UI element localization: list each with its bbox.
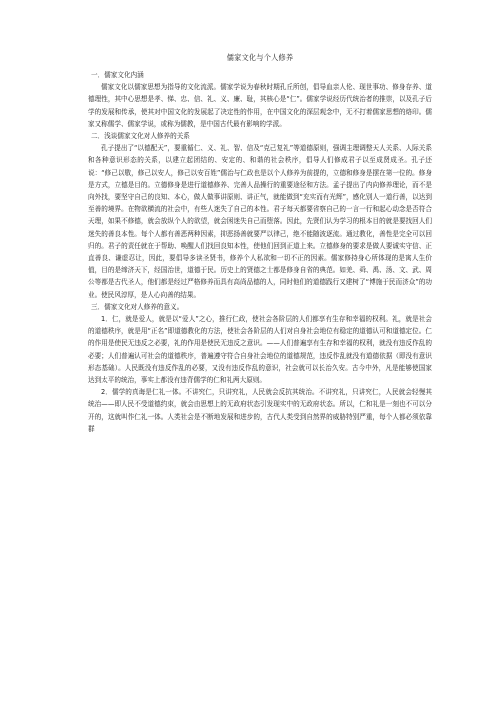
paragraph-4: 2．儒学的真诲是仁礼一体。不讲究仁，只讲究礼，人民就会反抗其统治。不讲究礼，只讲究仁，人民就会轻慢其统治——即人民不受道德约束，就会由思想上的无政府状态引发现实中的无政府状态。所以，仁和礼是一刻也不可以分开的，这就叫作仁礼一体。人类社会是不断地发展和进步的，古代人类受到自然界的威胁特别严重，每个人都必须依靠群 xyxy=(88,388,432,433)
section-heading-3: 三．儒家文化对人修养的意义。 xyxy=(91,302,184,311)
section-heading-2: 二．浅谈儒家文化对人修养的关系 xyxy=(91,132,190,141)
paragraph-3: 1．仁，就是爱人，就是以“爱人”之心，推行仁政，使社会各阶层的人们都享有生存和幸福的权利。礼，就是社会的道德秩序，就是用“正名”即道德教化的方法，使社会各阶层的人们对自身社会地位有稳定的道德认可和道德定位。仁的作用是使民无违反之必要，礼的作用是使民无违反之意识。——人们普遍享有生存和幸福的权利，就没有违反作乱的必要；人们普遍认可社会的道德秩序，普遍遵守符合自身社会地位的道德规范，违反作乱就没有道德依据（即没有意识形态基础）。人民既没有违反作乱的必要，又没有违反作乱的意识，社会就可以长治久安。古今中外，凡是能够使国家达到太平的统治，事实上都没有违背儒学的仁和礼两大原则。 xyxy=(88,315,432,385)
paragraph-2: 孔子提出了“以德配天”，要重循仁、义、礼、智、信及“克己复礼”等道德原则，强调主理调整天人关系、人际关系和各种意识形态的关系，以建立起团结的、安定的、和谐的社会秩序，倡导人们修成君子以至成贤成圣。孔子还说：“修己以敬，修己以安人，修己以安百姓”儒治与仁政也是以个人修养为前提的，立德和修身是摆在第一位的。修身是方式，立德是目的。立德修身是进行道德修养、完善人品操行的重要途径和方法。孟子提出了内向修养理论，而不是向外找，要坚守自己的良知、本心，做人做事讲原则、讲正气，就能做到“充实而有光辉”，感化别人一道行善，以达到至善的境界。在物欲横流的社会中，有些人迷失了自己的本性。君子每天都要省察自己的一言一行和起心动念是否符合天理，如果不修德，就会放纵个人的欲望，就会困迷失自己而堕落。因此，先贤们认为学习的根本目的就是要找回人们迷失的善良本性。每个人都有善恶两种因素，抑恶扬善就要严以律己，绝不能随波逐流。通过教化，善性是完全可以回归的。君子的责任就在于帮助、唤醒人们找回良知本性，使他们回到正道上来。立德修身的要求是做人要诚实守信、正直善良、谦虚忍让，因此，要倡导多读圣贤书，修养个人私欲和一切不正的因素。儒家修持身心所体现的是寓人生价值，目的是缔济天下，经国治世，道德于民。历史上的贤德之士都是修身自省的典范。如羌、舜、禹、汤、文、武、周公等都是古代圣人，他们都是经过严格修养而具有高尚品德的人，同时他们的道德践行又建树了“博施于民而济众”的功业。使民风淳厚，是人心向善的结果。 xyxy=(88,144,432,299)
section-heading-1: 一．儒家文化内涵 xyxy=(91,71,144,79)
document-title: 儒家文化与个人修养 xyxy=(226,53,294,62)
paragraph-1: 儒家文化以儒家思想为指导的文化流派。儒家学说为春秋时期孔丘所创，倡导血亲人伦、现世事功、修身存养、道德理性，其中心思想是孝、悌、忠、信、礼、义、廉、耻，其核心是“仁”。儒家学说经历代统治者的推崇，以及孔子后学的发展和传承，使其对中国文化的发展起了决定性的作用，在中国文化的深层观念中，无不打着儒家思想的烙印。儒家又称儒学、儒家学说，或称为儒教，是中国古代最有影响的学派。 xyxy=(88,83,432,128)
document-body xyxy=(88,69,432,435)
